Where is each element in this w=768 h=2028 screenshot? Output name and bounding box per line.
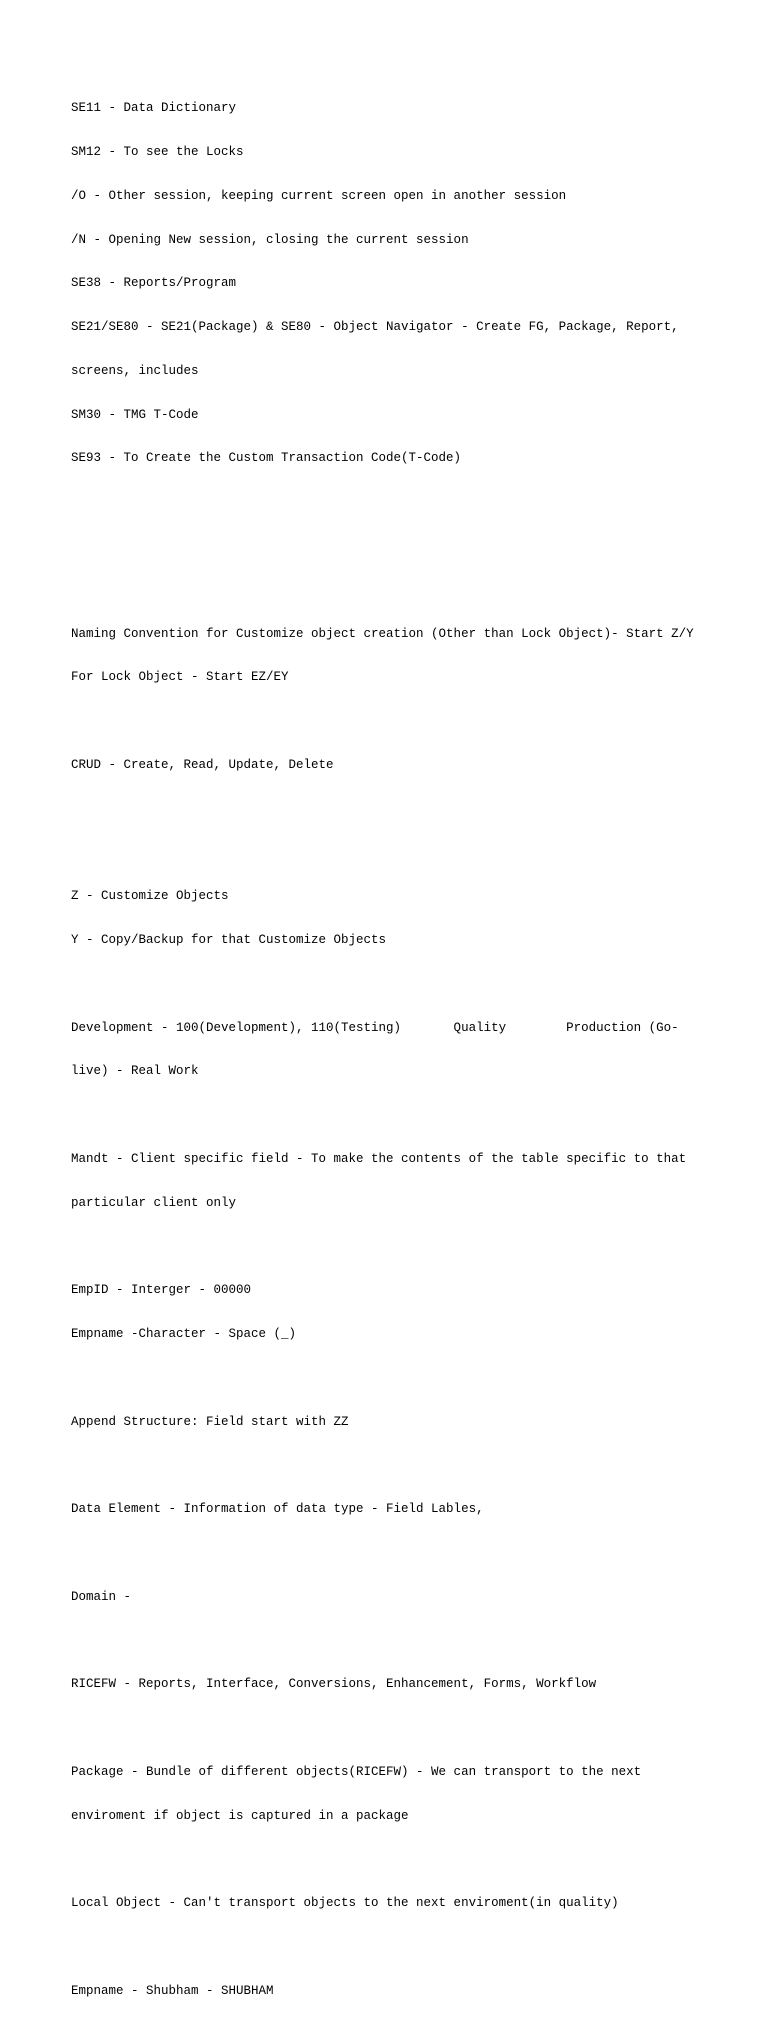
text-line: Empname - Shubham - SHUBHAM (71, 1983, 274, 1998)
blank-line (71, 802, 711, 817)
text-line: Append Structure: Field start with ZZ (71, 1414, 349, 1429)
text-line: EmpID - Interger - 00000 (71, 1283, 252, 1298)
text-line: SE11 - Data Dictionary (71, 101, 237, 116)
blank-line (71, 1458, 711, 1473)
text-line: screens, includes (71, 363, 199, 378)
text-line: SM30 - TMG T-Code (71, 407, 199, 422)
blank-line (71, 1634, 711, 1649)
blank-line (71, 1721, 711, 1736)
text-line: live) - Real Work (71, 1064, 199, 1079)
text-line: Empname -Character - Space (_) (71, 1327, 297, 1342)
text-line: SE38 - Reports/Program (71, 276, 237, 291)
blank-line (71, 977, 711, 992)
text-line: SM12 - To see the Locks (71, 144, 244, 159)
text-line: CRUD - Create, Read, Update, Delete (71, 757, 334, 772)
blank-line (71, 1940, 711, 1955)
blank-line (71, 583, 711, 598)
text-line: Data Element - Information of data type - Field Lables, (71, 1502, 484, 1517)
blank-line (71, 1108, 711, 1123)
text-line: For Lock Object - Start EZ/EY (71, 670, 289, 685)
text-line: Domain - (71, 1589, 132, 1604)
blank-line (71, 1371, 711, 1386)
blank-line (71, 1852, 711, 1867)
text-line: SE21/SE80 - SE21(Package) & SE80 - Object Navigator - Create FG, Package, Report, (71, 320, 679, 335)
text-line: SE93 - To Create the Custom Transaction Code(T-Code) (71, 451, 462, 466)
document-body (71, 72, 711, 2028)
text-line: Mandt - Client specific field - To make the contents of the table specific to that (71, 1151, 687, 1166)
text-line: Z - Customize Objects (71, 889, 229, 904)
text-line: /N - Opening New session, closing the current session (71, 232, 469, 247)
blank-line (71, 714, 711, 729)
text-line: /O - Other session, keeping current screen open in another session (71, 188, 567, 203)
text-line: RICEFW - Reports, Interface, Conversions, Enhancement, Forms, Workflow (71, 1677, 597, 1692)
blank-line (71, 845, 711, 860)
text-line: Package - Bundle of different objects(RICEFW) - We can transport to the next (71, 1764, 642, 1779)
blank-line (71, 1546, 711, 1561)
text-line: Y - Copy/Backup for that Customize Objects (71, 933, 387, 948)
blank-line (71, 539, 711, 554)
blank-line (71, 1240, 711, 1255)
blank-line (71, 495, 711, 510)
text-line: enviroment if object is captured in a package (71, 1808, 409, 1823)
text-line: particular client only (71, 1195, 237, 1210)
text-line: Naming Convention for Customize object creation (Other than Lock Object)- Start Z/Y (71, 626, 694, 641)
text-line: Local Object - Can't transport objects to the next enviroment(in quality) (71, 1896, 619, 1911)
text-line: Development - 100(Development), 110(Testing) Quality Production (Go- (71, 1020, 679, 1035)
